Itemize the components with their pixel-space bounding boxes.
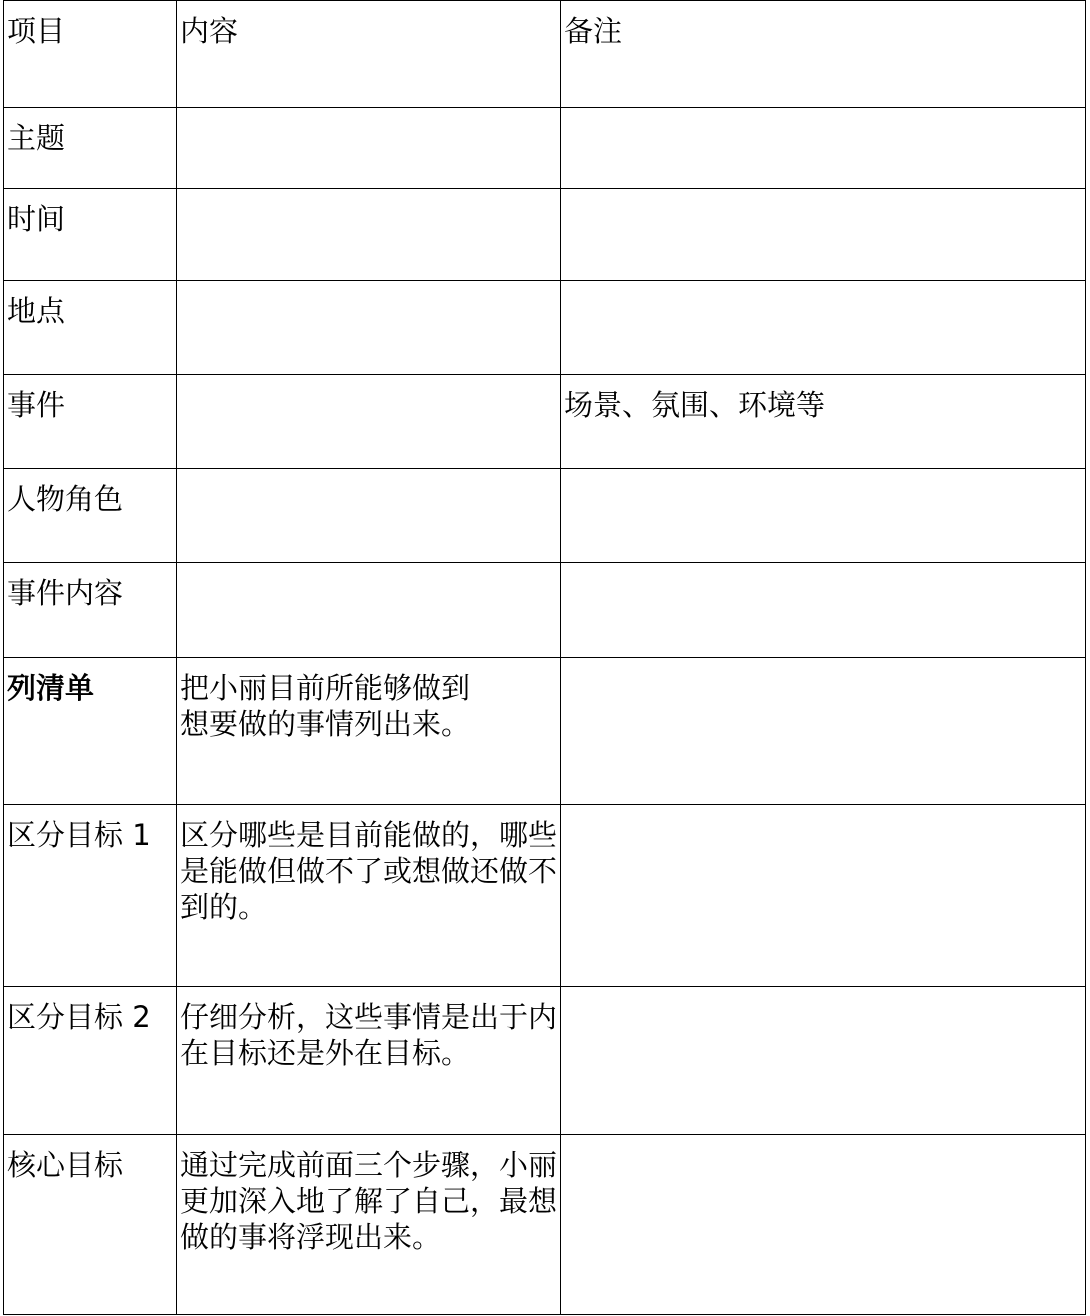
item-cell: [4, 189, 177, 281]
item-label: 人物角色: [7, 482, 124, 516]
table-row: [4, 108, 1086, 189]
item-cell: [4, 469, 177, 563]
content-cell: [177, 469, 561, 563]
table-row: [4, 1135, 1086, 1315]
note-cell: [561, 375, 1086, 469]
content-cell: [177, 108, 561, 189]
note-cell: [561, 658, 1086, 805]
item-label: 区分目标 1: [7, 818, 151, 852]
item-label: 核心目标: [7, 1148, 124, 1182]
table-row: [4, 987, 1086, 1135]
note-cell: [561, 469, 1086, 563]
note-cell: [561, 987, 1086, 1135]
item-cell: [4, 658, 177, 805]
item-cell: [4, 987, 177, 1135]
item-cell: [4, 805, 177, 987]
item-cell: [4, 563, 177, 658]
content-cell: [177, 805, 561, 987]
content-cell: [177, 563, 561, 658]
content-cell: [177, 987, 561, 1135]
note-cell: [561, 563, 1086, 658]
table-row: [4, 189, 1086, 281]
item-label: 区分目标 2: [7, 1000, 151, 1034]
item-cell: [4, 108, 177, 189]
table-row: [4, 375, 1086, 469]
header-content-cell: [177, 1, 561, 108]
header-row: [4, 1, 1086, 108]
item-label: 时间: [7, 202, 66, 236]
note-text: 场景、氛围、环境等: [564, 388, 826, 422]
content-cell: [177, 375, 561, 469]
content-cell: [177, 189, 561, 281]
content-text: 把小丽目前所能够做到 想要做的事情列出来。: [180, 671, 471, 741]
note-cell: [561, 805, 1086, 987]
content-cell: [177, 658, 561, 805]
content-text: 仔细分析，这些事情是出于内在目标还是外在目标。: [180, 1000, 558, 1070]
header-note-label: 备注: [564, 14, 623, 48]
content-text: 区分哪些是目前能做的，哪些是能做但做不了或想做还做不到的。: [180, 818, 558, 924]
item-label: 事件: [7, 388, 66, 422]
table-row: [4, 281, 1086, 375]
note-cell: [561, 189, 1086, 281]
header-item-cell: [4, 1, 177, 108]
table-row: [4, 805, 1086, 987]
note-cell: [561, 281, 1086, 375]
item-cell: [4, 375, 177, 469]
table-row: [4, 658, 1086, 805]
item-label: 地点: [7, 294, 66, 328]
item-label: 主题: [7, 121, 66, 155]
table-row: [4, 469, 1086, 563]
content-cell: [177, 1135, 561, 1315]
header-note-cell: [561, 1, 1086, 108]
worksheet-table: [3, 0, 1086, 1315]
header-content-label: 内容: [180, 14, 239, 48]
table-row: [4, 563, 1086, 658]
note-cell: [561, 108, 1086, 189]
item-cell: [4, 281, 177, 375]
content-text: 通过完成前面三个步骤，小丽更加深入地了解了自己，最想做的事将浮现出来。: [180, 1148, 558, 1254]
item-label: 事件内容: [7, 576, 124, 610]
note-cell: [561, 1135, 1086, 1315]
item-label: 列清单: [7, 671, 95, 705]
content-cell: [177, 281, 561, 375]
item-cell: [4, 1135, 177, 1315]
header-item-label: 项目: [7, 14, 66, 48]
